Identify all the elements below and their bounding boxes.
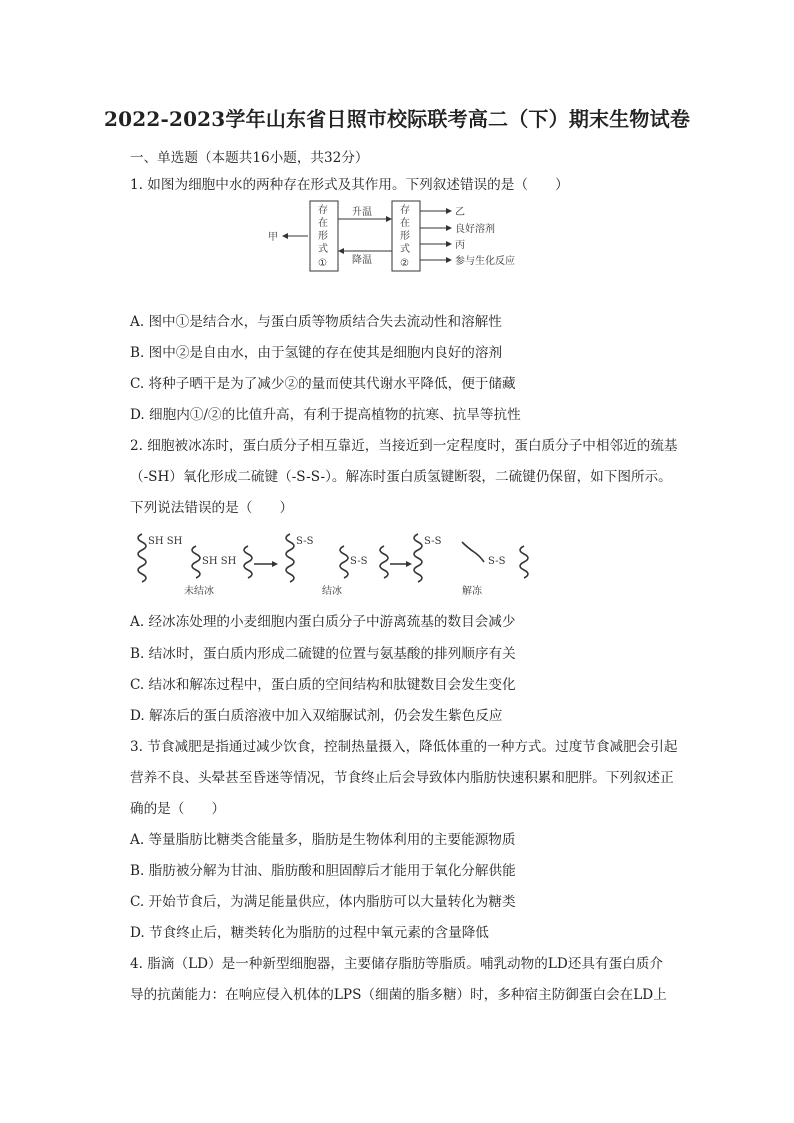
ss-bond-label: S-S <box>296 536 314 547</box>
sh-group-label: SH SH <box>202 556 237 567</box>
output-jia: 甲 <box>268 232 278 243</box>
ss-bond-label: S-S <box>488 556 506 567</box>
q2-option-d: D. 解冻后的蛋白质溶液中加入双缩脲试剂，仍会发生紫色反应 <box>130 708 503 724</box>
ss-bond-label: S-S <box>424 536 442 547</box>
page-title: 2022-2023学年山东省日照市校际联考高二（下）期末生物试卷 <box>103 107 691 131</box>
output-bing: 丙 <box>455 240 465 251</box>
box1-char: ① <box>318 258 327 269</box>
box1-char: 在 <box>318 218 328 229</box>
box1-char: 式 <box>318 244 328 255</box>
question-2-stem: （-SH）氧化形成二硫键（-S-S-）。解冻时蛋白质氢键断裂，二硫键仍保留，如下图所示。 <box>130 469 672 485</box>
q2-option-c: C. 结冰和解冻过程中，蛋白质的空间结构和肽键数目会发生变化 <box>130 677 516 693</box>
question-4-stem: 导的抗菌能力：在响应侵入机体的LPS（细菌的脂多糖）时，多种宿主防御蛋白会在LD上 <box>130 987 667 1003</box>
output-reaction: 参与生化反应 <box>455 256 515 267</box>
section-heading: 一、单选题（本题共16小题，共32分） <box>130 150 369 166</box>
q3-option-a: A. 等量脂肪比糖类含能量多，脂肪是生物体利用的主要能源物质 <box>130 832 516 848</box>
question-2-stem: 2. 细胞被冰冻时，蛋白质分子相互靠近，当接近到一定程度时，蛋白质分子中相邻近的巯基 <box>130 438 678 454</box>
sh-group-label: SH SH <box>148 536 183 547</box>
stage-frozen-label: 结冰 <box>322 586 342 597</box>
q2-option-b: B. 结冰时，蛋白质内形成二硫键的位置与氨基酸的排列顺序有关 <box>130 646 516 662</box>
q1-option-d: D. 细胞内①/②的比值升高，有利于提高植物的抗寒、抗旱等抗性 <box>130 407 521 423</box>
heat-label: 升温 <box>352 207 372 218</box>
q3-option-c: C. 开始节食后，为满足能量供应，体内脂肪可以大量转化为糖类 <box>130 894 516 910</box>
cool-label: 降温 <box>352 255 372 266</box>
question-3-stem: 确的是（ ） <box>130 801 226 817</box>
stage-unfrozen-label: 未结冰 <box>184 586 214 597</box>
box2-char: 在 <box>400 218 410 229</box>
stage-thawed-label: 解冻 <box>462 586 482 597</box>
q1-option-c: C. 将种子晒干是为了减少②的量而使其代谢水平降低，便于储藏 <box>130 376 516 392</box>
question-3-stem: 3. 节食减肥是指通过减少饮食，控制热量摄入，降低体重的一种方式。过度节食减肥会引起 <box>130 739 678 755</box>
q3-option-d: D. 节食终止后，糖类转化为脂肪的过程中氧元素的含量降低 <box>130 925 489 941</box>
question-3-stem: 营养不良、头晕甚至昏迷等情况，节食终止后会导致体内脂肪快速积累和肥胖。下列叙述正 <box>130 770 674 786</box>
q3-option-b: B. 脂肪被分解为甘油、脂肪酸和胆固醇后才能用于氧化分解供能 <box>130 863 516 879</box>
output-yi: 乙 <box>455 207 465 218</box>
ss-bond-label: S-S <box>350 556 368 567</box>
q1-option-b: B. 图中②是自由水，由于氢键的存在使其是细胞内良好的溶剂 <box>130 345 503 361</box>
q1-option-a: A. 图中①是结合水，与蛋白质等物质结合失去流动性和溶解性 <box>130 314 502 330</box>
q2-option-a: A. 经冰冻处理的小麦细胞内蛋白质分子中游离巯基的数目会减少 <box>130 614 516 630</box>
question-2-stem: 下列说法错误的是（ ） <box>130 500 294 516</box>
box2-char: ② <box>400 258 409 269</box>
output-solvent: 良好溶剂 <box>455 224 495 235</box>
box2-char: 形 <box>400 231 410 242</box>
water-forms-diagram <box>262 196 542 276</box>
question-1-stem: 1. 如图为细胞中水的两种存在形式及其作用。下列叙述错误的是（ ） <box>130 177 569 193</box>
box1-char: 存 <box>318 205 328 216</box>
box2-char: 式 <box>400 244 410 255</box>
box2-char: 存 <box>400 205 410 216</box>
disulfide-bond-diagram <box>126 528 536 600</box>
question-4-stem: 4. 脂滴（LD）是一种新型细胞器，主要储存脂肪等脂质。哺乳动物的LD还具有蛋白质介 <box>130 956 663 972</box>
box1-char: 形 <box>318 231 328 242</box>
